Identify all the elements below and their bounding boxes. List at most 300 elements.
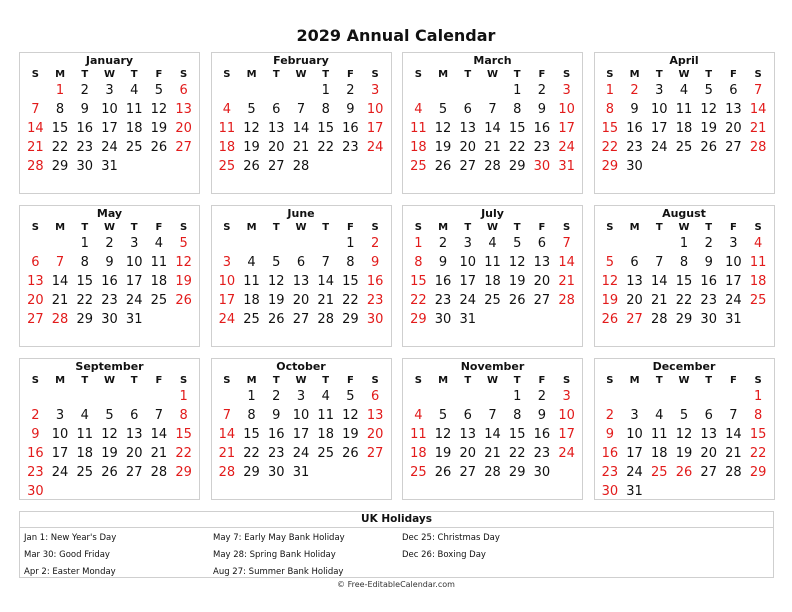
day-cell: 25 xyxy=(410,465,427,480)
day-cell: 4 xyxy=(80,408,89,423)
empty-day-cell xyxy=(289,81,314,100)
day-cell: 9 xyxy=(105,255,114,270)
day-cell: 10 xyxy=(366,102,384,117)
day-cell: 26 xyxy=(150,140,168,155)
day-cell: 25 xyxy=(675,140,693,155)
day-cell: 28 xyxy=(484,159,501,174)
day-cell: 31 xyxy=(558,159,575,174)
day-cell: 4 xyxy=(679,83,689,98)
empty-day-cell xyxy=(215,387,240,406)
day-cell: 14 xyxy=(51,274,69,289)
day-cell: 12 xyxy=(675,427,693,442)
day-cell: 23 xyxy=(366,293,384,308)
day-cell: 20 xyxy=(292,293,310,308)
weekday-header: T xyxy=(81,375,89,386)
day-cell: 15 xyxy=(749,427,767,442)
day-cell: 20 xyxy=(725,121,742,136)
day-cell: 13 xyxy=(700,427,717,442)
day-cell: 3 xyxy=(105,83,114,98)
day-cell: 14 xyxy=(150,427,168,442)
day-cell: 2 xyxy=(605,408,614,423)
day-cell: 23 xyxy=(533,140,551,155)
day-cell: 30 xyxy=(76,159,94,174)
weekday-header: S xyxy=(371,69,379,80)
empty-day-cell xyxy=(455,387,480,406)
day-cell: 18 xyxy=(651,446,668,461)
day-cell: 19 xyxy=(243,140,260,155)
day-cell: 8 xyxy=(513,408,522,423)
month-name: March xyxy=(473,54,512,67)
weekday-header: F xyxy=(730,69,737,80)
day-cell: 17 xyxy=(651,121,668,136)
day-cell: 6 xyxy=(130,408,139,423)
day-cell: 22 xyxy=(601,140,619,155)
day-cell: 24 xyxy=(101,140,118,155)
weekday-header: F xyxy=(155,375,163,386)
day-cell: 18 xyxy=(484,274,501,289)
day-cell: 1 xyxy=(179,389,188,404)
weekday-header: F xyxy=(347,375,354,386)
month-march xyxy=(402,52,583,194)
day-cell: 25 xyxy=(749,293,767,308)
day-cell: 1 xyxy=(55,83,65,98)
month-may xyxy=(19,205,200,347)
day-cell: 26 xyxy=(342,446,359,461)
weekday-header: S xyxy=(563,69,571,80)
day-cell: 26 xyxy=(675,465,693,480)
day-cell: 20 xyxy=(366,427,384,442)
day-cell: 21 xyxy=(484,140,501,155)
day-cell: 30 xyxy=(533,159,551,174)
day-cell: 10 xyxy=(125,255,143,270)
day-cell: 2 xyxy=(438,236,448,251)
day-cell: 2 xyxy=(704,236,713,251)
day-cell: 1 xyxy=(414,236,423,251)
day-cell: 28 xyxy=(150,465,168,480)
day-cell: 14 xyxy=(218,427,236,442)
day-cell: 24 xyxy=(218,312,236,327)
empty-day-cell xyxy=(48,387,73,406)
day-cell: 23 xyxy=(268,446,285,461)
day-cell: 3 xyxy=(463,236,472,251)
day-cell: 20 xyxy=(459,446,477,461)
day-cell: 15 xyxy=(508,427,526,442)
weekday-header: T xyxy=(81,222,89,233)
month-october xyxy=(211,358,392,500)
weekday-header: T xyxy=(513,69,521,80)
day-cell: 13 xyxy=(366,408,384,423)
day-cell: 23 xyxy=(700,293,717,308)
day-cell: 21 xyxy=(558,274,575,289)
empty-day-cell xyxy=(406,387,431,406)
weekday-header: S xyxy=(31,375,39,386)
day-cell: 22 xyxy=(508,140,526,155)
weekday-header: F xyxy=(538,222,546,233)
day-cell: 23 xyxy=(601,465,619,480)
day-cell: 10 xyxy=(51,427,69,442)
month-name: July xyxy=(481,207,504,220)
days-grid xyxy=(598,221,771,329)
day-cell: 13 xyxy=(175,102,192,117)
weekday-header: M xyxy=(629,69,640,80)
day-cell: 11 xyxy=(317,408,334,423)
day-cell: 25 xyxy=(317,446,334,461)
day-cell: 6 xyxy=(272,102,281,117)
day-cell: 4 xyxy=(414,102,423,117)
day-cell: 22 xyxy=(51,140,69,155)
day-cell: 2 xyxy=(272,389,281,404)
holidays-column xyxy=(24,530,213,581)
day-cell: 27 xyxy=(27,312,44,327)
day-cell: 31 xyxy=(626,484,643,499)
day-cell: 19 xyxy=(268,293,285,308)
day-cell: 21 xyxy=(725,446,742,461)
day-cell: 13 xyxy=(533,255,551,270)
empty-day-cell xyxy=(672,387,697,406)
day-cell: 16 xyxy=(601,446,619,461)
empty-day-cell xyxy=(147,387,172,406)
weekday-header: T xyxy=(705,69,713,80)
empty-day-cell xyxy=(480,81,505,100)
weekday-header: W xyxy=(678,375,690,386)
day-cell: 3 xyxy=(562,83,571,98)
day-cell: 7 xyxy=(321,255,330,270)
day-cell: 26 xyxy=(434,465,452,480)
month-name: December xyxy=(652,360,716,373)
day-cell: 2 xyxy=(346,83,355,98)
day-cell: 13 xyxy=(459,121,477,136)
weekday-header: T xyxy=(272,69,280,80)
day-cell: 20 xyxy=(700,446,717,461)
day-cell: 24 xyxy=(292,446,310,461)
day-cell: 20 xyxy=(533,274,551,289)
day-cell: 3 xyxy=(296,389,306,404)
day-cell: 19 xyxy=(175,274,192,289)
weekday-header: T xyxy=(464,375,472,386)
day-cell: 1 xyxy=(679,236,689,251)
month-name: November xyxy=(460,360,525,373)
month-name: June xyxy=(287,207,315,220)
day-cell: 31 xyxy=(725,312,742,327)
weekday-header: T xyxy=(130,375,138,386)
month-january xyxy=(19,52,200,194)
day-cell: 8 xyxy=(80,255,89,270)
day-cell: 27 xyxy=(459,465,477,480)
day-cell: 24 xyxy=(725,293,742,308)
day-cell: 29 xyxy=(675,312,693,327)
month-name: May xyxy=(96,207,123,220)
day-cell: 24 xyxy=(51,465,69,480)
day-cell: 28 xyxy=(317,312,334,327)
day-cell: 4 xyxy=(222,102,231,117)
day-cell: 26 xyxy=(268,312,285,327)
day-cell: 26 xyxy=(601,312,619,327)
day-cell: 18 xyxy=(317,427,334,442)
day-cell: 27 xyxy=(700,465,717,480)
day-cell: 13 xyxy=(626,274,643,289)
day-cell: 14 xyxy=(27,121,44,136)
month-name: September xyxy=(75,360,144,373)
day-cell: 18 xyxy=(410,446,427,461)
day-cell: 9 xyxy=(272,408,281,423)
month-june xyxy=(211,205,392,347)
day-cell: 8 xyxy=(346,255,355,270)
day-cell: 5 xyxy=(605,255,614,270)
day-cell: 2 xyxy=(537,83,547,98)
day-cell: 21 xyxy=(51,293,69,308)
day-cell: 18 xyxy=(410,140,427,155)
day-cell: 22 xyxy=(175,446,192,461)
day-cell: 5 xyxy=(346,389,355,404)
day-cell: 14 xyxy=(317,274,334,289)
days-grid xyxy=(23,221,196,329)
day-cell: 30 xyxy=(700,312,717,327)
day-cell: 1 xyxy=(753,389,763,404)
day-cell: 8 xyxy=(179,408,188,423)
day-cell: 25 xyxy=(410,159,427,174)
day-cell: 6 xyxy=(463,408,472,423)
day-cell: 14 xyxy=(484,427,501,442)
empty-day-cell xyxy=(23,387,48,406)
day-cell: 19 xyxy=(508,274,526,289)
day-cell: 28 xyxy=(749,140,767,155)
day-cell: 8 xyxy=(414,255,423,270)
day-cell: 30 xyxy=(626,159,643,174)
day-cell: 9 xyxy=(346,102,355,117)
day-cell: 21 xyxy=(651,293,668,308)
day-cell: 11 xyxy=(675,102,693,117)
day-cell: 15 xyxy=(51,121,69,136)
month-february xyxy=(211,52,392,194)
holiday-item: May 7: Early May Bank Holiday xyxy=(213,533,345,543)
day-cell: 4 xyxy=(753,236,763,251)
weekday-header: T xyxy=(272,222,280,233)
day-cell: 21 xyxy=(484,446,501,461)
holidays-column xyxy=(213,530,402,581)
weekday-header: S xyxy=(563,375,571,386)
day-cell: 18 xyxy=(76,446,94,461)
day-cell: 2 xyxy=(105,236,114,251)
day-cell: 22 xyxy=(243,446,260,461)
day-cell: 18 xyxy=(749,274,767,289)
empty-day-cell xyxy=(598,234,623,253)
day-cell: 17 xyxy=(292,427,310,442)
day-cell: 7 xyxy=(296,102,306,117)
day-cell: 9 xyxy=(370,255,380,270)
day-cell: 28 xyxy=(218,465,236,480)
day-cell: 28 xyxy=(651,312,668,327)
month-august xyxy=(594,205,775,347)
day-cell: 22 xyxy=(342,293,359,308)
day-cell: 29 xyxy=(243,465,260,480)
day-cell: 9 xyxy=(630,102,639,117)
day-cell: 28 xyxy=(484,465,501,480)
month-name: February xyxy=(273,54,329,67)
day-cell: 31 xyxy=(125,312,143,327)
day-cell: 30 xyxy=(366,312,384,327)
day-cell: 4 xyxy=(154,236,164,251)
weekday-header: T xyxy=(130,69,138,80)
holiday-item: Jan 1: New Year's Day xyxy=(24,533,117,543)
weekday-header: S xyxy=(606,69,614,80)
day-cell: 31 xyxy=(101,159,118,174)
day-cell: 29 xyxy=(342,312,359,327)
day-cell: 18 xyxy=(125,121,143,136)
day-cell: 8 xyxy=(513,102,522,117)
day-cell: 17 xyxy=(101,121,118,136)
day-cell: 19 xyxy=(434,140,452,155)
day-cell: 8 xyxy=(605,102,614,117)
day-cell: 18 xyxy=(218,140,236,155)
month-name: August xyxy=(662,207,706,220)
weekday-header: M xyxy=(55,222,66,233)
day-cell: 22 xyxy=(410,293,427,308)
day-cell: 11 xyxy=(243,274,260,289)
empty-day-cell xyxy=(480,387,505,406)
weekday-header: T xyxy=(705,222,713,233)
day-cell: 24 xyxy=(558,446,575,461)
weekday-header: S xyxy=(180,375,188,386)
empty-day-cell xyxy=(122,387,147,406)
weekday-header: S xyxy=(414,222,422,233)
day-cell: 17 xyxy=(218,293,236,308)
weekday-header: T xyxy=(655,375,663,386)
weekday-header: S xyxy=(223,222,231,233)
day-cell: 3 xyxy=(630,408,639,423)
day-cell: 5 xyxy=(247,102,256,117)
weekday-header: S xyxy=(754,375,762,386)
day-cell: 18 xyxy=(243,293,260,308)
day-cell: 20 xyxy=(268,140,285,155)
weekday-header: W xyxy=(103,69,115,80)
day-cell: 18 xyxy=(150,274,168,289)
day-cell: 24 xyxy=(651,140,668,155)
day-cell: 8 xyxy=(321,102,330,117)
empty-day-cell xyxy=(721,387,746,406)
weekday-header: T xyxy=(464,69,472,80)
weekday-header: F xyxy=(538,375,546,386)
day-cell: 5 xyxy=(513,236,522,251)
weekday-header: S xyxy=(371,222,379,233)
day-cell: 4 xyxy=(655,408,664,423)
empty-day-cell xyxy=(215,234,240,253)
day-cell: 30 xyxy=(601,484,619,499)
day-cell: 19 xyxy=(342,427,359,442)
day-cell: 21 xyxy=(749,121,767,136)
month-december xyxy=(594,358,775,500)
weekday-header: W xyxy=(103,222,115,233)
day-cell: 1 xyxy=(80,236,89,251)
day-cell: 28 xyxy=(558,293,575,308)
day-cell: 8 xyxy=(55,102,65,117)
day-cell: 27 xyxy=(268,159,285,174)
day-cell: 19 xyxy=(675,446,693,461)
day-cell: 10 xyxy=(558,408,575,423)
empty-day-cell xyxy=(239,81,264,100)
weekday-header: T xyxy=(655,69,663,80)
days-grid xyxy=(406,221,579,329)
day-cell: 19 xyxy=(700,121,717,136)
day-cell: 30 xyxy=(533,465,551,480)
day-cell: 17 xyxy=(725,274,742,289)
day-cell: 5 xyxy=(704,83,713,98)
day-cell: 25 xyxy=(76,465,94,480)
day-cell: 26 xyxy=(700,140,717,155)
day-cell: 23 xyxy=(76,140,94,155)
weekday-header: M xyxy=(629,222,640,233)
day-cell: 26 xyxy=(243,159,260,174)
day-cell: 16 xyxy=(27,446,44,461)
day-cell: 27 xyxy=(125,465,143,480)
day-cell: 26 xyxy=(101,465,118,480)
empty-day-cell xyxy=(215,81,240,100)
weekday-header: W xyxy=(486,69,498,80)
weekday-header: T xyxy=(655,222,663,233)
day-cell: 19 xyxy=(101,446,118,461)
day-cell: 14 xyxy=(292,121,310,136)
day-cell: 21 xyxy=(317,293,334,308)
day-cell: 20 xyxy=(175,121,192,136)
weekday-header: M xyxy=(438,222,449,233)
day-cell: 22 xyxy=(749,446,767,461)
weekday-header: M xyxy=(246,222,257,233)
day-cell: 30 xyxy=(27,484,44,499)
day-cell: 24 xyxy=(558,140,575,155)
day-cell: 11 xyxy=(125,102,143,117)
day-cell: 6 xyxy=(463,102,472,117)
day-cell: 17 xyxy=(626,446,643,461)
empty-day-cell xyxy=(431,387,456,406)
day-cell: 3 xyxy=(55,408,65,423)
day-cell: 16 xyxy=(533,121,551,136)
day-cell: 6 xyxy=(630,255,639,270)
day-cell: 13 xyxy=(725,102,742,117)
day-cell: 14 xyxy=(725,427,742,442)
empty-day-cell xyxy=(455,81,480,100)
day-cell: 14 xyxy=(558,255,575,270)
day-cell: 7 xyxy=(729,408,738,423)
weekday-header: S xyxy=(606,375,614,386)
empty-day-cell xyxy=(696,387,721,406)
day-cell: 29 xyxy=(508,159,526,174)
weekday-header: W xyxy=(295,375,307,386)
day-cell: 27 xyxy=(459,159,477,174)
weekday-header: S xyxy=(31,222,39,233)
day-cell: 7 xyxy=(154,408,164,423)
weekday-header: F xyxy=(730,222,737,233)
day-cell: 17 xyxy=(366,121,384,136)
empty-day-cell xyxy=(598,387,623,406)
month-name: January xyxy=(85,54,134,67)
day-cell: 26 xyxy=(508,293,526,308)
day-cell: 31 xyxy=(459,312,477,327)
weekday-header: W xyxy=(486,222,498,233)
day-cell: 17 xyxy=(51,446,69,461)
day-cell: 16 xyxy=(366,274,384,289)
days-grid xyxy=(215,374,388,482)
weekday-header: T xyxy=(130,222,138,233)
day-cell: 21 xyxy=(218,446,236,461)
day-cell: 22 xyxy=(508,446,526,461)
weekday-header: M xyxy=(438,69,449,80)
weekday-header: F xyxy=(155,69,163,80)
days-grid xyxy=(23,374,196,501)
weekday-header: S xyxy=(31,69,39,80)
day-cell: 24 xyxy=(366,140,384,155)
empty-day-cell xyxy=(48,234,73,253)
holidays-list xyxy=(20,528,773,581)
day-cell: 15 xyxy=(675,274,693,289)
